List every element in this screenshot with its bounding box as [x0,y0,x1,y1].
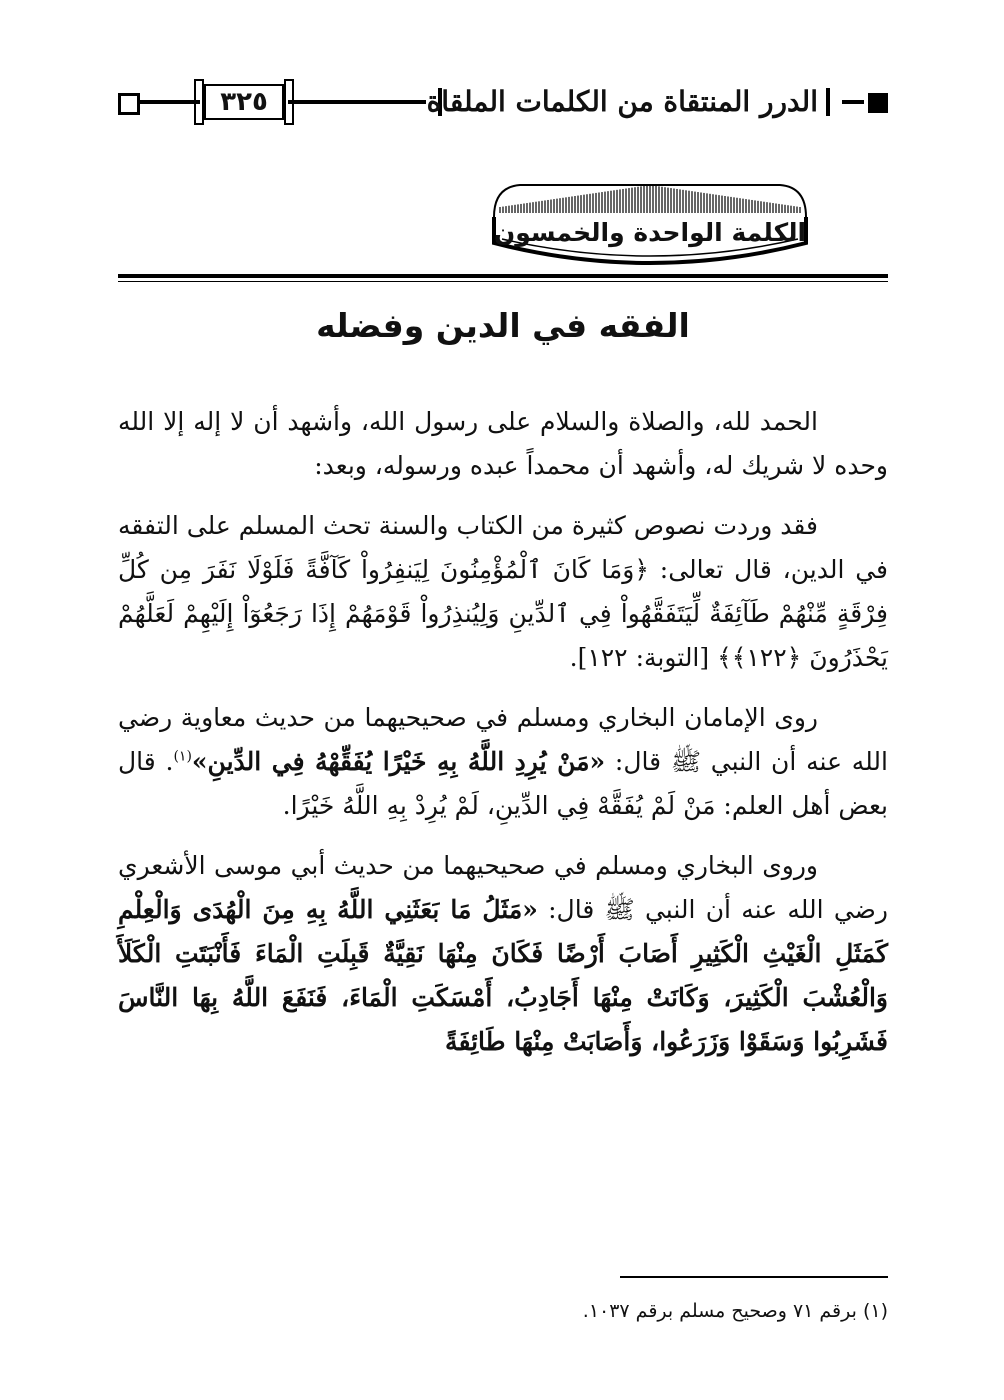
hadith-text: «مَثَلُ مَا بَعَثَنِي اللَّهُ بِهِ مِنَ الْهُدَى وَالْعِلْمِ كَمَثَلِ الْغَيْثِ الْكَثِيرِ أَصَابَ أَرْضًا فَكَانَ مِنْهَا نَقِيَّةٌ قَبِلَتِ الْمَاءَ فَأَنْبَتَتِ الْكَلَأَ وَالْعُشْبَ الْكَثِيرَ، وَكَانَتْ مِنْهَا أَجَادِبُ، أَمْسَكَتِ الْمَاءَ، فَنَفَعَ اللَّهُ بِهَا النَّاسَ فَشَرِبُوا وَسَقَوْا وَزَرَعُوا، وَأَصَابَتْ مِنْهَا طَائِفَةً [118,895,888,1056]
header-divider [826,88,830,116]
footnote: (١) برقم ٧١ وصحيح مسلم برقم ١٠٣٧. [582,1300,888,1322]
header-ornament-square [118,93,140,115]
footnote-marker[interactable]: (١) [173,748,192,765]
paragraph-text: فقد وردت نصوص كثيرة من الكتاب والسنة تحث المسلم على التفقه في الدين، قال تعالى: [118,511,888,584]
paragraph-text: . قال بعض أهل العلم: مَنْ لَمْ يُفَقَّهْ فِي الدِّينِ، لَمْ يُرِدْ بِهِ اللَّهُ خَيْرًا. [118,747,888,820]
section-rule-thin [118,281,888,282]
paragraph [118,504,888,680]
paragraph-text: الحمد لله، والصلاة والسلام على رسول الله، وأشهد أن لا إله إلا الله وحده لا شريك له، وأشهد أن محمداً عبده ورسوله، وبعد: [118,407,888,480]
quran-verse: ﴿وَمَا كَانَ ٱلْمُؤْمِنُونَ لِيَنفِرُواْ كَآفَّةً فَلَوْلَا نَفَرَ مِن كُلِّ فِرْقَةٍ مِّنْهُمْ طَآئِفَةٌ لِّيَتَفَقَّهُواْ فِي ٱلدِّينِ وَلِيُنذِرُواْ قَوْمَهُمْ إِذَا رَجَعُوٓاْ إِلَيْهِمْ لَعَلَّهُمْ يَحْذَرُونَ ﴿١٢٢﴾﴾ [118,555,888,672]
header-rule [288,100,426,104]
hadith-text: «مَنْ يُرِدِ اللَّهُ بِهِ خَيْرًا يُفَقِّهْهُ فِي الدِّينِ» [191,747,606,776]
paragraph [118,844,888,1064]
page-number: ٣٢٥ [204,84,284,120]
header-rule [842,100,864,104]
header-rule [140,100,200,104]
chapter-number-label: الكلمة الواحدة والخمسون [493,218,807,247]
verse-reference: [التوبة: ١٢٢]. [569,643,718,672]
paragraph-text: وروى البخاري ومسلم في صحيحيهما من حديث أبي موسى الأشعري رضي الله عنه أن النبي ﷺ قال: [118,851,888,924]
chapter-banner [480,165,820,275]
footnote-rule [620,1276,888,1278]
running-header [118,80,888,130]
book-title: الدرر المنتقاة من الكلمات الملقاة [426,85,818,118]
paragraph-text: روى الإمامان البخاري ومسلم في صحيحيهما من حديث معاوية رضي الله عنه أن النبي ﷺ قال: [118,703,888,776]
section-rule [118,274,888,278]
chapter-title: الفقه في الدين وفضله [316,306,690,345]
paragraph [118,696,888,828]
header-ornament-square [868,93,888,113]
paragraph [118,400,888,488]
body-text [118,400,888,1078]
